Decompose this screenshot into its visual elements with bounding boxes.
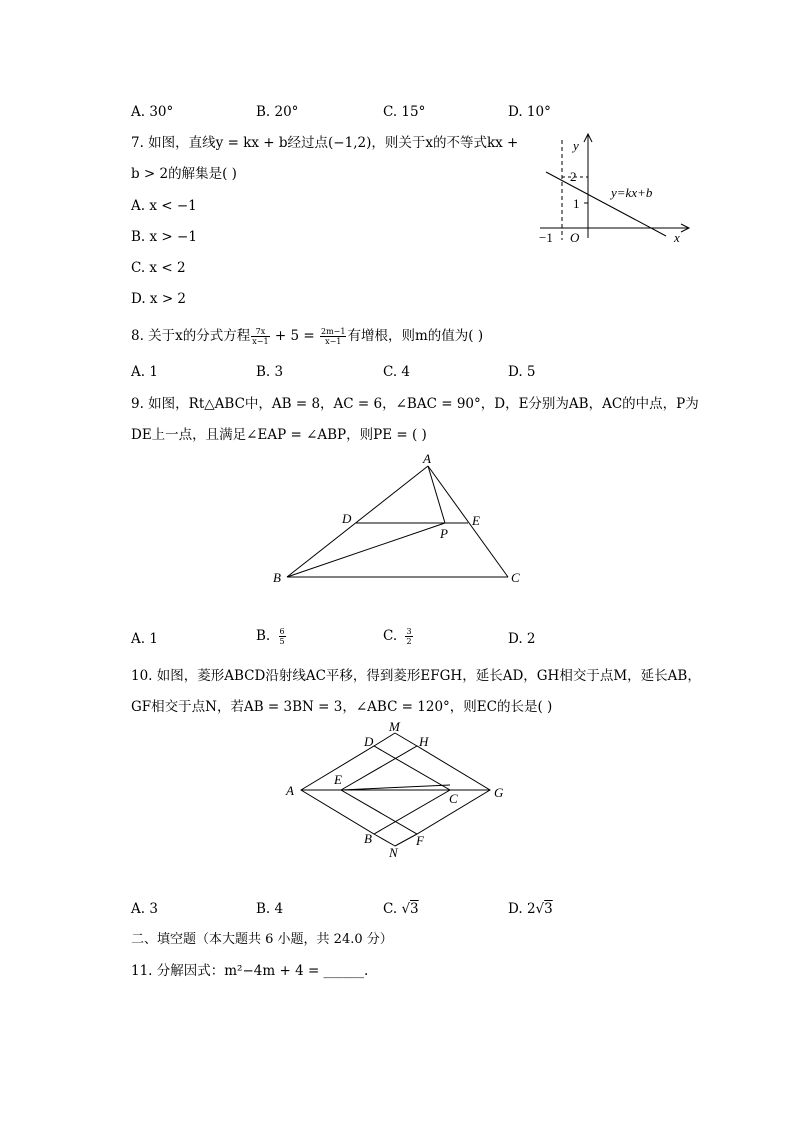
- q10-option-b: B. 4: [256, 901, 284, 917]
- q8-prefix: 8. 关于x的分式方程: [131, 328, 251, 344]
- q10-label-m: M: [389, 719, 400, 734]
- q8-fraction-2: [320, 327, 346, 346]
- q8-stem: [131, 327, 483, 346]
- q10-seg-dm: [374, 733, 395, 746]
- q9-option-b-frac: [279, 627, 286, 646]
- q10-option-d: [508, 900, 553, 918]
- q9-label-b: B: [273, 570, 281, 585]
- q10-seg-fn: [395, 834, 417, 846]
- q9-option-a: A. 1: [131, 631, 158, 647]
- q8-suffix: 有增根，则m的值为( ): [347, 328, 484, 344]
- q8-frac1-num: 7x: [251, 327, 269, 337]
- q10-seg-hm: [395, 733, 417, 746]
- q8-mid: + 5 =: [270, 328, 319, 344]
- q10-label-a: A: [286, 783, 294, 798]
- q9-seg-bp: [287, 523, 445, 577]
- q10-label-n: N: [389, 845, 398, 860]
- q7-y-arrow: [584, 134, 592, 142]
- q10-option-c: [383, 900, 419, 918]
- q10-label-b: B: [364, 831, 372, 846]
- q10-option-a: A. 3: [131, 901, 158, 917]
- q9-option-c-label: C.: [383, 628, 398, 644]
- q7-stem-line1: 7. 如图，直线y = kx + b经过点(−1,2)，则关于x的不等式kx +: [131, 135, 519, 151]
- q9-option-c-frac: [405, 627, 412, 646]
- q9-optb-den: 5: [279, 637, 285, 646]
- q7-option-d: D. x > 2: [131, 291, 187, 307]
- q9-stem-line2: DE上一点，且满足∠EAP = ∠ABP，则PE = ( ): [131, 427, 427, 443]
- q8-option-d: D. 5: [508, 364, 536, 380]
- q10-stem-line2: GF相交于点N，若AB = 3BN = 3，∠ABC = 120°，则EC的长是( ): [131, 699, 553, 715]
- q8-option-c: C. 4: [383, 364, 411, 380]
- q9-label-e: E: [472, 513, 480, 528]
- q10-label-e: E: [334, 772, 342, 787]
- q7-label-y: y: [573, 138, 579, 153]
- q10-seg-ec-upper: [341, 785, 450, 790]
- q7-label-2: 2: [570, 169, 577, 184]
- q10-label-g: G: [494, 785, 504, 800]
- q9-seg-ac: [428, 466, 508, 577]
- q9-option-d: D. 2: [508, 631, 536, 647]
- q10-option-d-radicand: 3: [544, 901, 553, 917]
- q7-label-1: 1: [573, 196, 580, 211]
- q8-option-b: B. 3: [256, 364, 284, 380]
- q9-label-p: P: [440, 526, 448, 541]
- q10-label-c: C: [449, 791, 458, 806]
- section2-title: 二、填空题（本大题共 6 小题，共 24.0 分）: [131, 932, 393, 947]
- q9-optc-num: 3: [406, 627, 412, 636]
- q9-option-c: [383, 627, 414, 646]
- q7-label-o: O: [570, 230, 580, 245]
- q8-frac2-num: 2m−1: [321, 327, 346, 336]
- q10-stem-line1: 10. 如图，菱形ABCD沿射线AC平移，得到菱形EFGH，延长AD，GH相交于点M，延长AB，: [131, 668, 701, 684]
- q10-seg-bn: [374, 834, 395, 846]
- q7-option-c: C. x < 2: [131, 260, 186, 276]
- q9-label-c: C: [511, 570, 520, 585]
- q10-label-f: F: [416, 833, 424, 848]
- q8-frac1-den: x−1: [252, 337, 269, 346]
- q7-option-a: A. x < −1: [131, 198, 197, 214]
- q8-frac2-den: x−1: [325, 337, 342, 346]
- q6-option-a: A. 30°: [131, 104, 174, 120]
- q8-fraction-1: [251, 327, 269, 346]
- q7-x-arrow: [681, 224, 689, 232]
- q10-option-c-label: C.: [383, 901, 398, 917]
- q7-graph-line: [546, 172, 666, 236]
- q9-label-d: D: [342, 511, 352, 526]
- q9-stem-line1: 9. 如图，Rt△ABC中，AB = 8，AC = 6，∠BAC = 90°，D，E分别为AB，AC的中点，P为: [131, 396, 699, 412]
- q9-label-a: A: [423, 451, 431, 466]
- q9-optc-den: 2: [406, 637, 412, 646]
- q10-option-c-radicand: 3: [410, 901, 419, 917]
- q7-label-line: y=kx+b: [611, 185, 653, 200]
- q6-option-c: C. 15°: [383, 104, 426, 120]
- q9-seg-ab: [287, 466, 428, 577]
- q10-rhombus-abcd: [301, 746, 450, 834]
- q9-option-b: [256, 627, 287, 646]
- q10-rhombus-efgh: [341, 746, 490, 834]
- q9-option-b-label: B.: [256, 628, 271, 644]
- q10-option-d-coef: 2: [526, 901, 536, 917]
- q8-option-a: A. 1: [131, 364, 158, 380]
- q10-option-d-label: D.: [508, 901, 523, 917]
- q7-label-x: x: [674, 230, 680, 245]
- q10-label-h: H: [419, 734, 429, 749]
- q10-label-d: D: [364, 734, 374, 749]
- q9-optb-num: 6: [279, 627, 285, 636]
- q7-option-b: B. x > −1: [131, 229, 197, 245]
- q9-seg-ap: [428, 466, 445, 523]
- sqrt-icon: √: [401, 901, 411, 917]
- q6-option-d: D. 10°: [508, 104, 551, 120]
- q6-option-b: B. 20°: [256, 104, 299, 120]
- q7-stem-line2: b > 2的解集是( ): [131, 166, 237, 182]
- q7-label-neg1: −1: [539, 230, 553, 245]
- sqrt-icon: √: [535, 901, 545, 917]
- q11-stem: 11. 分解因式：m²−4m + 4 = ______.: [131, 963, 369, 979]
